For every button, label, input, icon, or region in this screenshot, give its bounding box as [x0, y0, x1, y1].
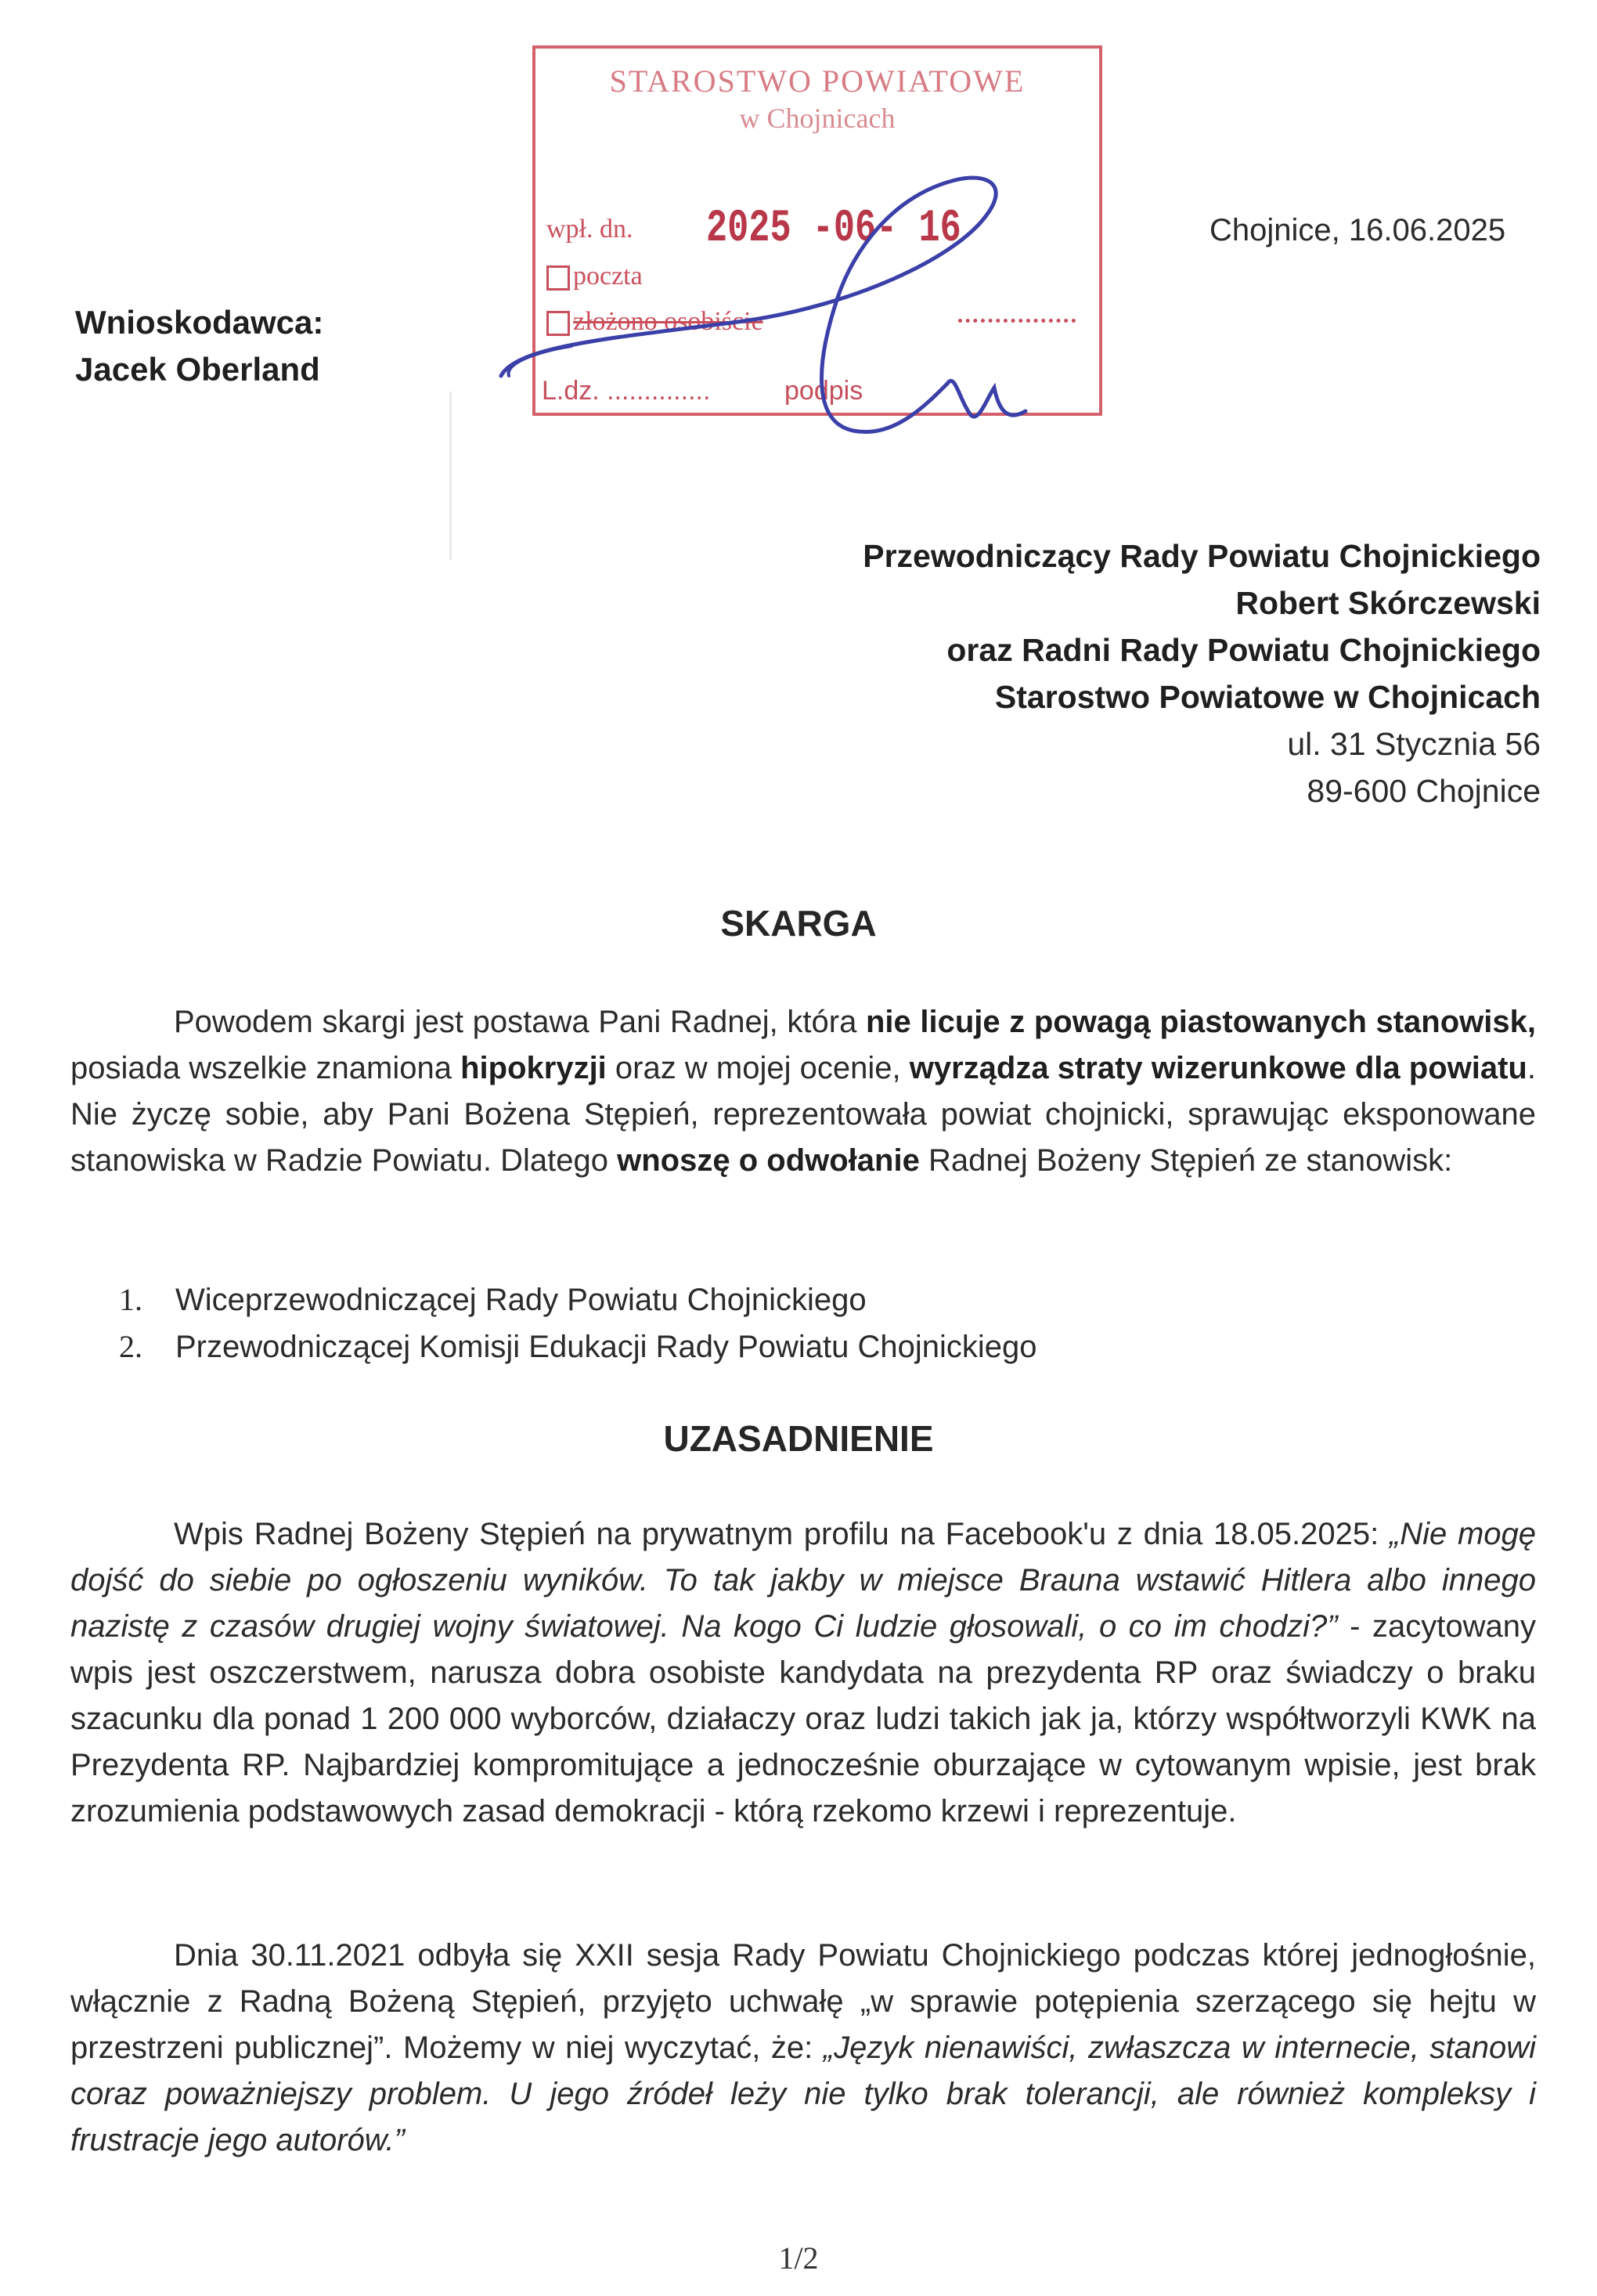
handwritten-signature: [485, 141, 1049, 439]
recipient-line-2: Robert Skórczewski: [1235, 585, 1541, 621]
list-item: 1. Wiceprzewodniczącej Rady Powiatu Chojnickiego: [119, 1282, 867, 1317]
recipient-line-3: oraz Radni Rady Powiatu Chojnickiego: [946, 632, 1541, 668]
positions-list: [119, 1276, 1037, 1370]
stamp-town: w Chojnicach: [739, 103, 896, 134]
justification-paragraph-1: Wpis Radnej Bożeny Stępień na prywatnym profilu na Facebook'u z dnia 18.05.2025: „Nie mogę dojść do siebie po ogłoszeniu wyników. To tak jakby w miejsce Brauna wstawić Hitlera albo innego nazistę z czasów drugiej wojny światowej. Na kogo Ci ludzie głosowali, o co im chodzi?” - zacytowany wpis jest oszczerstwem, narusza dobra osobiste kandydata na prezydenta RP oraz świadczy o braku szacunku dla ponad 1 200 000 wyborców, działaczy oraz ludzi takich jak ja, którzy współtworzyli KWK na Prezydenta RP. Najbardziej kompromitujące a jednocześnie oburzające w cytowanym wpisie, jest brak zrozumienia podstawowych zasad demokracji - którą rzekomo krzewi i reprezentuje.: [70, 1517, 1537, 1828]
stamp-office: STAROSTWO POWIATOWE: [609, 63, 1026, 99]
complaint-heading: SKARGA: [720, 903, 877, 944]
list-item: 2. Przewodniczącej Komisji Edukacji Rady Powiatu Chojnickiego: [119, 1329, 1037, 1364]
stamp-option-in-person: złożono osobiście: [546, 307, 763, 337]
stamp-received-date: 2025 -06- 16: [706, 204, 961, 255]
recipient-postal: 89-600 Chojnice: [1307, 773, 1541, 809]
recipient-line-1: Przewodniczący Rady Powiatu Chojnickiego: [863, 538, 1541, 574]
stamp-option-mail: poczta: [546, 262, 643, 291]
applicant-label: Wnioskodawca:: [75, 304, 324, 341]
justification-paragraph-2: Dnia 30.11.2021 odbyła się XXII sesja Rady Powiatu Chojnickiego podczas której jednogłośnie, włącznie z Radną Bożeną Stępień, przyjęto uchwałę „w sprawie potępienia szerzącego się hejtu w przestrzeni publicznej”. Możemy w niej wyczytać, że: „Język nienawiści, zwłaszcza w internecie, stanowi coraz poważniejszy problem. U jego źródeł leży nie tylko brak tolerancji, ale również kompleksy i frustracje jego autorów.”: [70, 1938, 1536, 2157]
complaint-paragraph: Powodem skargi jest postawa Pani Radnej, która nie licuje z powagą piastowanych stanowisk, posiada wszelkie znamiona hipokryzji oraz w mojej ocenie, wyrządza straty wizerunkowe dla powiatu. Nie życzę sobie, aby Pani Bożena Stępień, reprezentowała powiat chojnicki, sprawując eksponowane stanowiska w Radzie Powiatu. Dlatego wnoszę o odwołanie Radnej Bożeny Stępień ze stanowisk:: [70, 1005, 1537, 1178]
place-and-date: Chojnice, 16.06.2025: [1209, 213, 1506, 247]
applicant-block: [75, 299, 323, 393]
stamp-ref-label: L.dz. ..............: [542, 376, 711, 406]
stamp-signature-label: podpis: [784, 376, 863, 406]
page-number: 1/2: [778, 2240, 819, 2276]
stamp-received-label: wpł. dn.: [546, 215, 633, 244]
recipient-street: ul. 31 Stycznia 56: [1287, 726, 1541, 762]
justification-heading: UZASADNIENIE: [663, 1418, 934, 1459]
scan-artifact: [50, 392, 452, 560]
recipient-line-4: Starostwo Powiatowe w Chojnicach: [994, 679, 1541, 715]
recipient-block: [863, 532, 1541, 814]
applicant-name: Jacek Oberland: [75, 351, 320, 388]
